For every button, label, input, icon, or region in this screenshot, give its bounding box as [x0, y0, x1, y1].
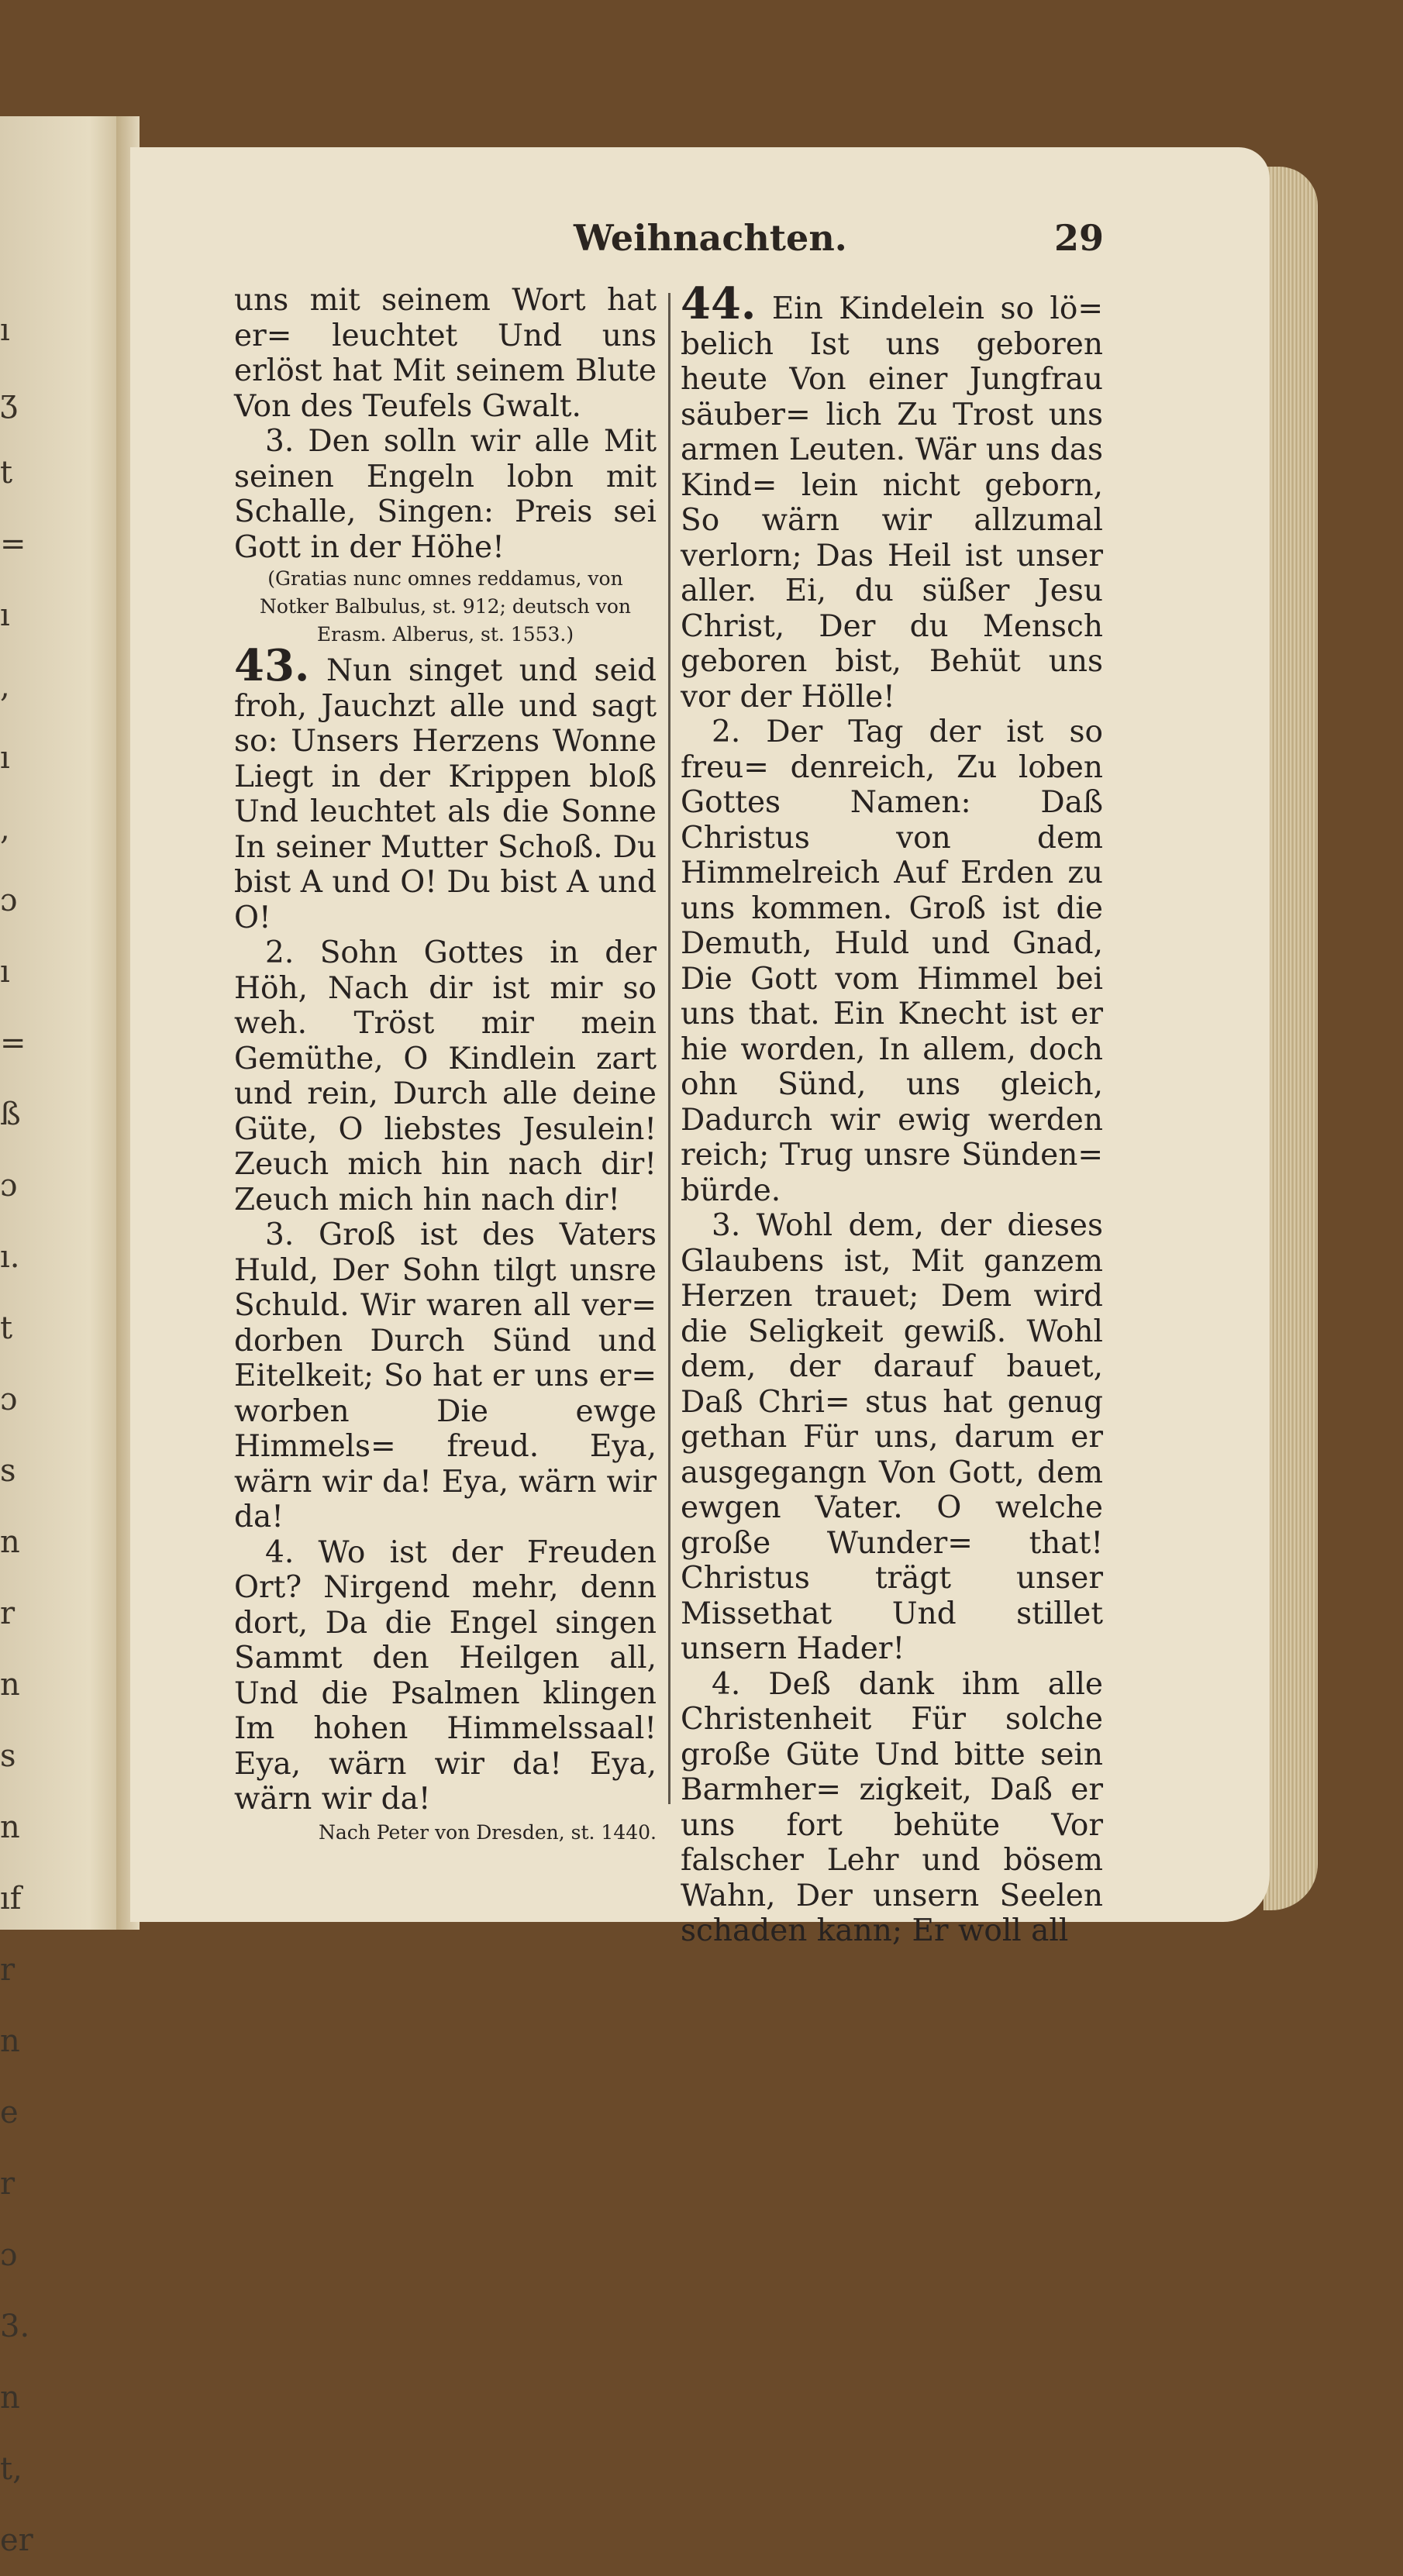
- column-divider: [668, 293, 670, 1804]
- running-header: Weihnachten.: [574, 217, 847, 259]
- hymn44-number: 44.: [681, 278, 757, 329]
- page-number: 29: [1054, 217, 1105, 259]
- hymn42-tail: uns mit seinem Wort hat er= leuchtet Und uns erlöst hat Mit seinem Blute Von des Teufels Gwalt.: [234, 283, 657, 424]
- hymn43-verse3: 3. Groß ist des Vaters Huld, Der Sohn tilgt unsre Schuld. Wir waren all ver= dorben Durch Sünd und Eitelkeit; So hat er uns er= worben Die ewge Himmels= freud. Eya, wärn wir da! Eya, wärn wir da!: [234, 1217, 657, 1534]
- hymn43-number: 43.: [234, 640, 310, 691]
- left-column: [234, 283, 657, 1848]
- hymn43-verse2: 2. Sohn Gottes in der Höh, Nach dir ist mir so weh. Tröst mir mein Gemüthe, O Kindlein zart und rein, Durch alle deine Güte, O liebstes Jesulein! Zeuch mich hin nach dir! Zeuch mich hin nach dir!: [234, 935, 657, 1217]
- hymn42-verse3: 3. Den solln wir alle Mit seinen Engeln lobn mit Schalle, Singen: Preis sei Gott in der Höhe!: [234, 424, 657, 565]
- page-edges: [1263, 167, 1318, 1910]
- hymn43-verse4: 4. Wo ist der Freuden Ort? Nirgend mehr, denn dort, Da die Engel singen Sammt den Heilgen all, Und die Psalmen klingen Im hohen Himmelssaal! Eya, wärn wir da! Eya, wärn wir da!: [234, 1534, 657, 1817]
- hymn44-verse4: 4. Deß dank ihm alle Christenheit Für solche große Güte Und bitte sein Barmher= zigkeit, Daß er uns fort behüte Vor falscher Lehr und bösem Wahn, Der unsern Seelen schaden kann; Er woll all: [681, 1666, 1103, 1948]
- hymn43-attribution: Nach Peter von Dresden, st. 1440.: [318, 1820, 657, 1844]
- hymn44-verse3: 3. Wohl dem, der dieses Glaubens ist, Mit ganzem Herzen trauet; Dem wird die Seligkeit gewiß. Wohl dem, der darauf bauet, Daß Chri= stus hat genug gethan Für uns, darum er ausgegangn Von Gott, dem ewgen Vater. O welche große Wunder= that! Christus trägt unser Missethat Und stillet unsern Hader!: [681, 1208, 1103, 1666]
- right-column: [681, 278, 1103, 1949]
- hymn44-verse1: [681, 278, 1103, 715]
- hymn42-attribution: (Gratias nunc omnes reddamus, von Notker Balbulus, st. 912; deutsch von Erasm. Alberus, st. 1553.): [260, 567, 631, 646]
- hymn44-verse2: 2. Der Tag der ist so freu= denreich, Zu loben Gottes Namen: Daß Christus von dem Himmelreich Auf Erden zu uns kommen. Groß ist die Demuth, Huld und Gnad, Die Gott vom Himmel bei uns that. Ein Knecht ist er hie worden, In allem, doch ohn Sünd, uns gleich, Dadurch wir ewig werden reich; Trug unsre Sünden= bürde.: [681, 715, 1103, 1208]
- hymn43-verse1-text: Nun singet und seid froh, Jauchzt alle und sagt so: Unsers Herzens Wonne Liegt in der Krippen bloß Und leuchtet als die Sonne In seiner Mutter Schoß. Du bist A und O! Du bist A und O!: [234, 653, 657, 935]
- hymn44-verse1-text: Ein Kindelein so lö= belich Ist uns geboren heute Von einer Jungfrau säuber= lich Zu Trost uns armen Leuten. Wär uns das Kind= lein nicht geborn, So wärn wir allzumal verlorn; Das Heil ist unser aller. Ei, du süßer Jesu Christ, Der du Mensch geboren bist, Behüt uns vor der Hölle!: [681, 291, 1103, 715]
- hymn43-verse1: [234, 640, 657, 935]
- left-page-margin-text: ı ʒ t = ı , ı , ɔ ı = ß ɔ ı. t ɔ s n r n s n ıf r n e r ɔ 3. n t, er: [0, 312, 33, 2558]
